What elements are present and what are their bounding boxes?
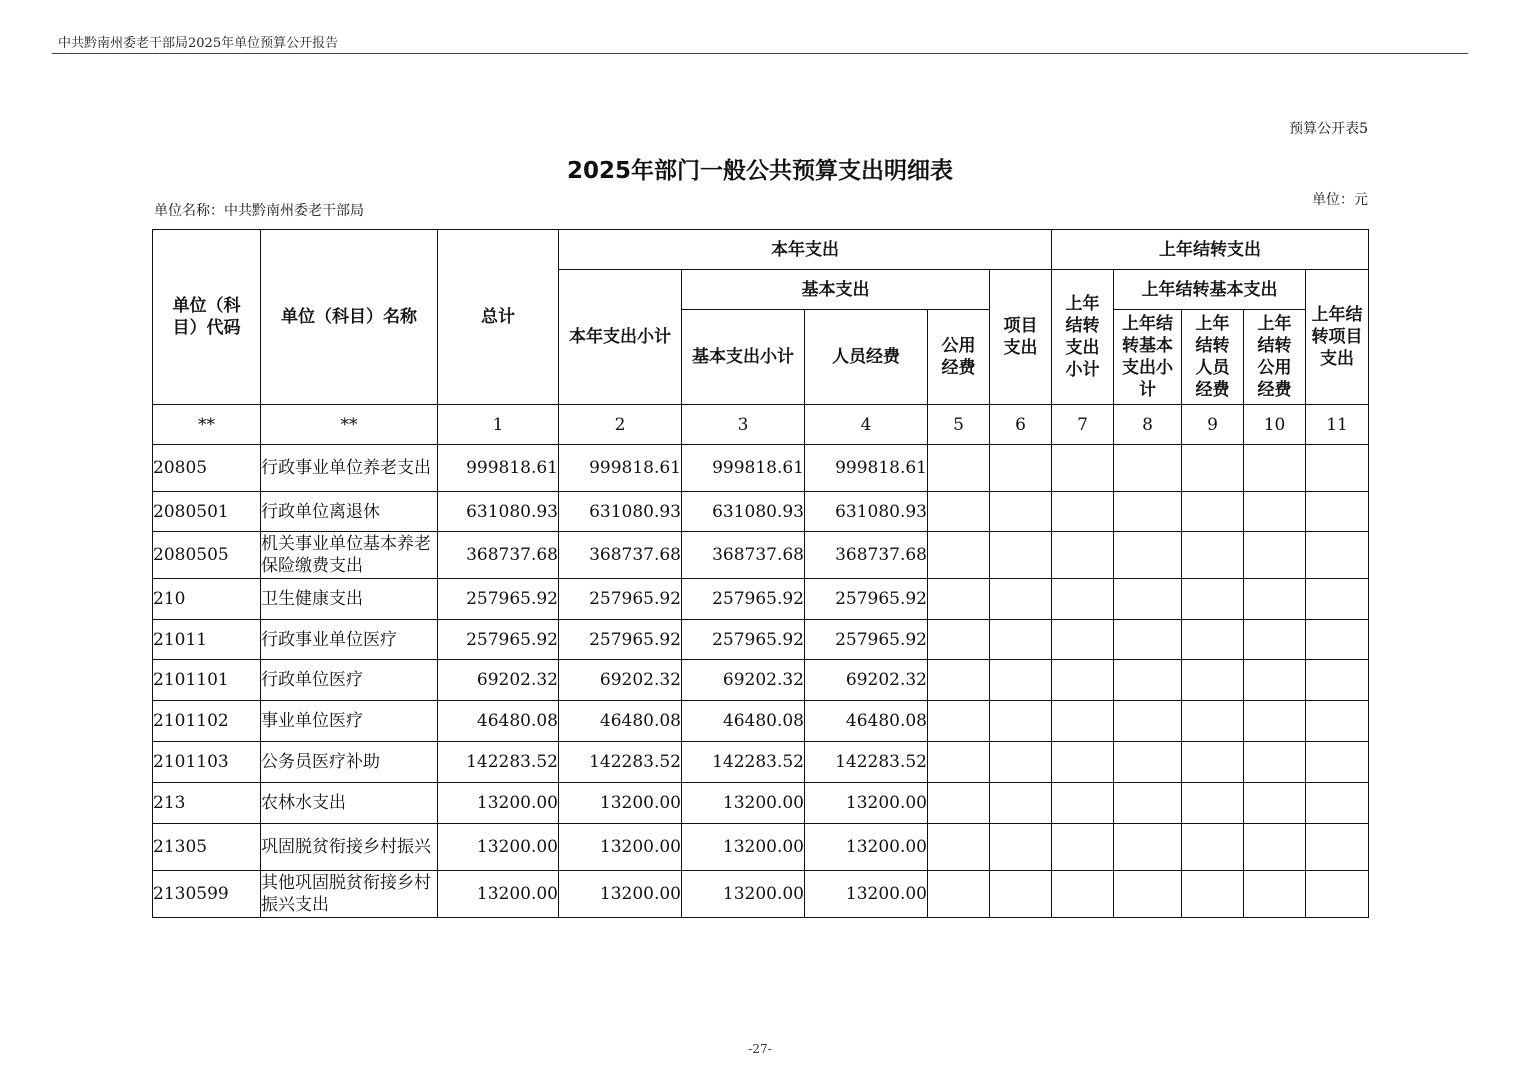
table-row: [153, 620, 1369, 660]
cell-empty: [928, 871, 990, 918]
index-cell: 9: [1182, 405, 1244, 445]
cell-code: 213: [153, 783, 261, 824]
cell-empty: [990, 492, 1052, 532]
cell-empty: [1114, 783, 1182, 824]
cell-total: 13200.00: [438, 783, 559, 824]
cell-personnel: 999818.61: [805, 445, 928, 492]
col-header-basic: 基本支出: [682, 270, 990, 310]
cell-personnel: 13200.00: [805, 871, 928, 918]
index-cell: 11: [1306, 405, 1369, 445]
cell-basic-subtotal: 631080.93: [682, 492, 805, 532]
cell-empty: [1114, 492, 1182, 532]
cell-empty: [1244, 532, 1306, 579]
cell-empty: [1306, 579, 1369, 620]
cell-empty: [1306, 701, 1369, 742]
cell-empty: [1052, 445, 1114, 492]
col-header-code: [153, 230, 261, 405]
cell-current-subtotal: 257965.92: [559, 579, 682, 620]
col-header-public-text: 公用经费: [941, 336, 976, 378]
col-header-carryover-public-text: 上年结转公用经费: [1257, 314, 1292, 400]
table-row: [153, 660, 1369, 701]
cell-personnel: 142283.52: [805, 742, 928, 783]
cell-empty: [1244, 783, 1306, 824]
cell-empty: [1182, 701, 1244, 742]
col-header-carryover-subtotal: [1052, 270, 1114, 405]
cell-empty: [1244, 701, 1306, 742]
cell-empty: [1306, 445, 1369, 492]
table-row: [153, 532, 1369, 579]
index-cell: 2: [559, 405, 682, 445]
cell-total: 999818.61: [438, 445, 559, 492]
index-cell: 1: [438, 405, 559, 445]
cell-name: 事业单位医疗: [261, 701, 438, 742]
cell-empty: [1244, 492, 1306, 532]
cell-empty: [1306, 492, 1369, 532]
cell-current-subtotal: 142283.52: [559, 742, 682, 783]
cell-empty: [1182, 620, 1244, 660]
cell-empty: [1052, 532, 1114, 579]
cell-empty: [990, 660, 1052, 701]
cell-empty: [1244, 871, 1306, 918]
cell-code: 20805: [153, 445, 261, 492]
table-row: [153, 701, 1369, 742]
cell-empty: [1244, 579, 1306, 620]
table-row: [153, 783, 1369, 824]
cell-empty: [928, 660, 990, 701]
cell-personnel: 69202.32: [805, 660, 928, 701]
cell-total: 13200.00: [438, 871, 559, 918]
col-header-carryover-project: [1306, 270, 1369, 405]
cell-code: 2101102: [153, 701, 261, 742]
cell-empty: [1052, 701, 1114, 742]
cell-empty: [1306, 620, 1369, 660]
cell-name: 行政单位医疗: [261, 660, 438, 701]
col-header-carryover-personnel: [1182, 310, 1244, 405]
cell-current-subtotal: 368737.68: [559, 532, 682, 579]
col-header-carryover-personnel-text: 上年结转人员经费: [1195, 314, 1230, 400]
cell-current-subtotal: 999818.61: [559, 445, 682, 492]
cell-name: 机关事业单位基本养老保险缴费支出: [261, 532, 438, 579]
table-row: [153, 492, 1369, 532]
cell-name: 公务员医疗补助: [261, 742, 438, 783]
cell-current-subtotal: 257965.92: [559, 620, 682, 660]
page-title: 2025年部门一般公共预算支出明细表: [566, 158, 953, 184]
cell-empty: [1052, 871, 1114, 918]
col-header-personnel: 人员经费: [805, 310, 928, 405]
cell-empty: [1182, 532, 1244, 579]
col-header-carryover-basic: 上年结转基本支出: [1114, 270, 1306, 310]
cell-empty: [1244, 445, 1306, 492]
cell-name: 行政事业单位医疗: [261, 620, 438, 660]
index-cell: **: [261, 405, 438, 445]
table-row: [153, 871, 1369, 918]
col-header-name: 单位（科目）名称: [261, 230, 438, 405]
cell-basic-subtotal: 13200.00: [682, 824, 805, 871]
index-cell: 6: [990, 405, 1052, 445]
col-header-carryover-subtotal-text: 上年结转支出小计: [1065, 294, 1100, 380]
cell-basic-subtotal: 142283.52: [682, 742, 805, 783]
cell-empty: [928, 492, 990, 532]
cell-empty: [1306, 742, 1369, 783]
cell-empty: [990, 532, 1052, 579]
cell-empty: [928, 532, 990, 579]
cell-empty: [928, 824, 990, 871]
cell-empty: [1306, 532, 1369, 579]
cell-empty: [928, 783, 990, 824]
cell-code: 21011: [153, 620, 261, 660]
unit-name: 单位名称：中共黔南州委老干部局: [154, 203, 364, 219]
cell-current-subtotal: 631080.93: [559, 492, 682, 532]
index-cell: **: [153, 405, 261, 445]
cell-empty: [928, 445, 990, 492]
cell-code: 2080501: [153, 492, 261, 532]
cell-total: 631080.93: [438, 492, 559, 532]
cell-code: 2101101: [153, 660, 261, 701]
index-cell: 4: [805, 405, 928, 445]
cell-empty: [1114, 871, 1182, 918]
cell-basic-subtotal: 368737.68: [682, 532, 805, 579]
cell-basic-subtotal: 999818.61: [682, 445, 805, 492]
cell-name: 农林水支出: [261, 783, 438, 824]
cell-empty: [1052, 492, 1114, 532]
cell-empty: [1244, 660, 1306, 701]
cell-code: 21305: [153, 824, 261, 871]
cell-personnel: 46480.08: [805, 701, 928, 742]
col-header-carryover-project-text: 上年结转项目支出: [1311, 305, 1363, 369]
cell-code: 2130599: [153, 871, 261, 918]
cell-empty: [928, 742, 990, 783]
cell-empty: [1182, 742, 1244, 783]
cell-empty: [1052, 824, 1114, 871]
index-cell: 8: [1114, 405, 1182, 445]
cell-basic-subtotal: 69202.32: [682, 660, 805, 701]
budget-table: [152, 229, 1369, 918]
header-divider: [52, 53, 1468, 54]
col-header-current-subtotal: [559, 270, 682, 405]
cell-total: 368737.68: [438, 532, 559, 579]
cell-empty: [1114, 701, 1182, 742]
page-header: 中共黔南州委老干部局2025年单位预算公开报告: [58, 36, 339, 51]
cell-personnel: 13200.00: [805, 783, 928, 824]
table-row: [153, 742, 1369, 783]
cell-empty: [1306, 871, 1369, 918]
cell-code: 210: [153, 579, 261, 620]
cell-empty: [1306, 824, 1369, 871]
cell-name: 行政事业单位养老支出: [261, 445, 438, 492]
table-row: [153, 445, 1369, 492]
cell-empty: [928, 620, 990, 660]
cell-current-subtotal: 69202.32: [559, 660, 682, 701]
col-header-total: 总计: [438, 230, 559, 405]
cell-empty: [990, 783, 1052, 824]
index-cell: 10: [1244, 405, 1306, 445]
cell-empty: [990, 742, 1052, 783]
cell-total: 257965.92: [438, 579, 559, 620]
col-header-project-text: 项目支出: [1003, 316, 1038, 358]
cell-empty: [1114, 824, 1182, 871]
cell-empty: [1182, 660, 1244, 701]
col-header-public: [928, 310, 990, 405]
cell-empty: [1182, 824, 1244, 871]
cell-total: 13200.00: [438, 824, 559, 871]
cell-code: 2080505: [153, 532, 261, 579]
cell-basic-subtotal: 46480.08: [682, 701, 805, 742]
cell-empty: [1182, 579, 1244, 620]
cell-basic-subtotal: 257965.92: [682, 579, 805, 620]
cell-empty: [1114, 532, 1182, 579]
index-cell: 5: [928, 405, 990, 445]
cell-empty: [1052, 620, 1114, 660]
currency-unit: 单位：元: [1312, 192, 1368, 208]
cell-name: 行政单位离退休: [261, 492, 438, 532]
cell-empty: [1114, 742, 1182, 783]
cell-empty: [1114, 445, 1182, 492]
cell-empty: [1306, 660, 1369, 701]
cell-empty: [1052, 742, 1114, 783]
col-header-carryover-basic-subtotal: [1114, 310, 1182, 405]
cell-empty: [1052, 660, 1114, 701]
table-row: [153, 824, 1369, 871]
cell-name: 其他巩固脱贫衔接乡村振兴支出: [261, 871, 438, 918]
cell-personnel: 257965.92: [805, 579, 928, 620]
cell-empty: [1182, 492, 1244, 532]
cell-total: 142283.52: [438, 742, 559, 783]
cell-empty: [990, 871, 1052, 918]
cell-empty: [1182, 783, 1244, 824]
cell-empty: [1052, 579, 1114, 620]
cell-total: 46480.08: [438, 701, 559, 742]
cell-current-subtotal: 46480.08: [559, 701, 682, 742]
cell-current-subtotal: 13200.00: [559, 824, 682, 871]
cell-empty: [1244, 824, 1306, 871]
col-header-carryover-public: [1244, 310, 1306, 405]
cell-empty: [990, 579, 1052, 620]
cell-basic-subtotal: 13200.00: [682, 783, 805, 824]
cell-personnel: 368737.68: [805, 532, 928, 579]
cell-empty: [990, 701, 1052, 742]
cell-empty: [1244, 742, 1306, 783]
page-number: -27-: [748, 1042, 772, 1056]
cell-empty: [990, 824, 1052, 871]
cell-personnel: 631080.93: [805, 492, 928, 532]
col-header-code-text: 单位（科目）代码: [172, 296, 241, 338]
cell-current-subtotal: 13200.00: [559, 783, 682, 824]
cell-name: 巩固脱贫衔接乡村振兴: [261, 824, 438, 871]
cell-empty: [1306, 783, 1369, 824]
col-header-current-subtotal-text: 本年支出小计: [569, 327, 671, 347]
col-header-basic-subtotal-text: 基本支出小计: [692, 347, 794, 367]
col-header-basic-subtotal: [682, 310, 805, 405]
cell-empty: [1114, 620, 1182, 660]
cell-personnel: 257965.92: [805, 620, 928, 660]
table-number: 预算公开表5: [1289, 121, 1368, 137]
cell-empty: [928, 579, 990, 620]
index-cell: 3: [682, 405, 805, 445]
col-header-project: [990, 270, 1052, 405]
cell-current-subtotal: 13200.00: [559, 871, 682, 918]
col-header-carryover-basic-subtotal-text: 上年结转基本支出小计: [1122, 314, 1174, 400]
cell-basic-subtotal: 13200.00: [682, 871, 805, 918]
cell-empty: [1114, 579, 1182, 620]
cell-personnel: 13200.00: [805, 824, 928, 871]
cell-basic-subtotal: 257965.92: [682, 620, 805, 660]
col-header-current-year: 本年支出: [559, 230, 1052, 270]
col-header-carryover: 上年结转支出: [1052, 230, 1369, 270]
index-cell: 7: [1052, 405, 1114, 445]
cell-code: 2101103: [153, 742, 261, 783]
cell-empty: [990, 445, 1052, 492]
column-index-row: [153, 405, 1369, 445]
cell-empty: [928, 701, 990, 742]
cell-empty: [1182, 871, 1244, 918]
cell-total: 257965.92: [438, 620, 559, 660]
table-row: [153, 579, 1369, 620]
cell-empty: [1244, 620, 1306, 660]
cell-empty: [990, 620, 1052, 660]
cell-total: 69202.32: [438, 660, 559, 701]
cell-empty: [1052, 783, 1114, 824]
cell-empty: [1114, 660, 1182, 701]
cell-name: 卫生健康支出: [261, 579, 438, 620]
cell-empty: [1182, 445, 1244, 492]
